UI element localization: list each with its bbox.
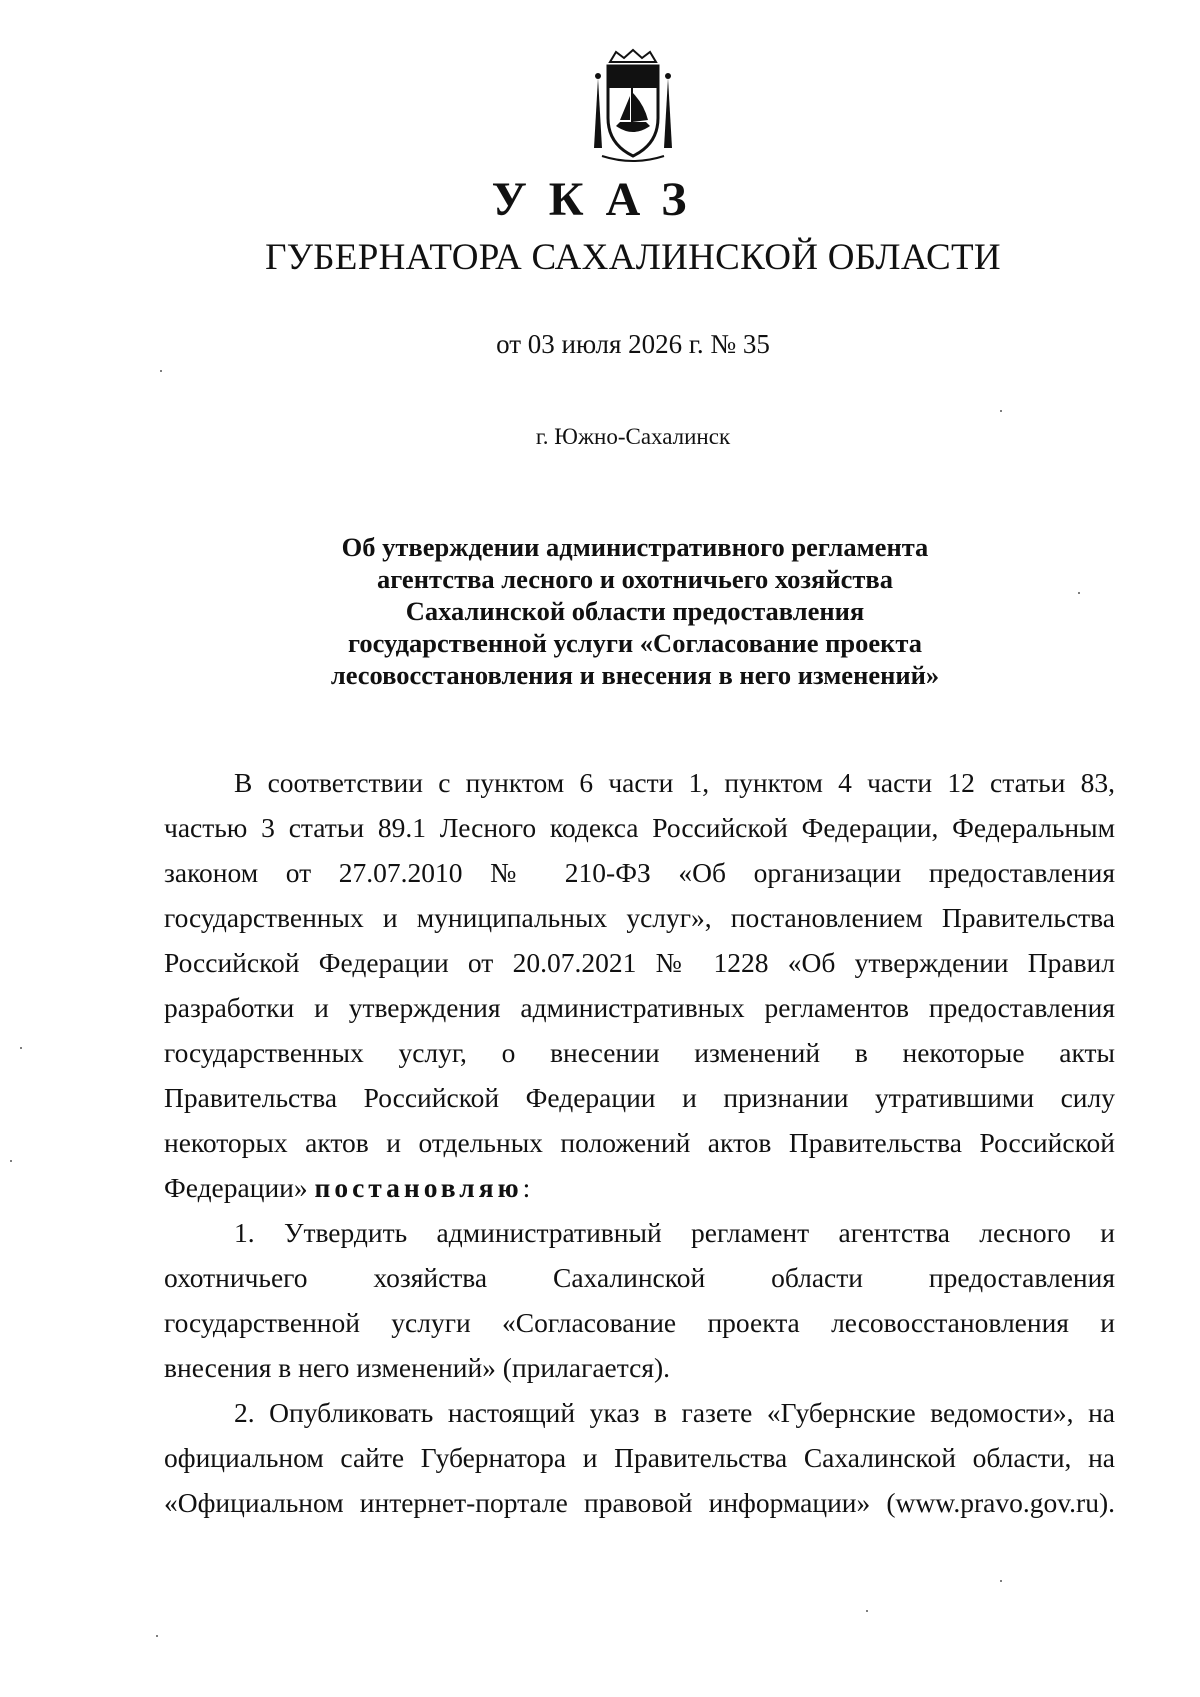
- preamble-line: некоторых актов и отдельных положений актов Правительства Российской: [164, 1127, 1115, 1158]
- scan-speck: [866, 1610, 868, 1612]
- item2-line: официальном сайте Губернатора и Правительства Сахалинской области, на: [164, 1442, 1115, 1473]
- heading-line: Сахалинской области предоставления: [405, 596, 865, 626]
- heading-line: Об утверждении административного регламента: [341, 532, 929, 562]
- preamble-line: государственных и муниципальных услуг», постановлением Правительства: [164, 902, 1115, 933]
- heading-line: лесовосстановления и внесения в него изменений»: [330, 660, 940, 690]
- scan-speck: [1000, 1580, 1002, 1582]
- heading-line: государственной услуги «Согласование проекта: [348, 628, 922, 658]
- preamble-line: Правительства Российской Федерации и признании утратившими силу: [164, 1082, 1115, 1113]
- preamble-line-end: :: [522, 1172, 531, 1203]
- decree-word: постановляю: [314, 1172, 523, 1203]
- scan-speck: [156, 1635, 158, 1637]
- item2-line: 2. Опубликовать настоящий указ в газете «Губернские ведомости», на: [234, 1397, 1115, 1428]
- preamble-line: частью 3 статьи 89.1 Лесного кодекса Российской Федерации, Федеральным: [164, 812, 1115, 843]
- preamble-last-line: [164, 1165, 1115, 1210]
- item1-line: 1. Утвердить административный регламент агентства лесного и: [234, 1217, 1115, 1248]
- scan-speck: [1000, 410, 1002, 412]
- preamble-line: законом от 27.07.2010 № 210-ФЗ «Об организации предоставления: [164, 857, 1115, 888]
- item1-line: государственной услуги «Согласование проекта лесовосстановления и: [164, 1307, 1115, 1338]
- scan-speck: [160, 370, 162, 372]
- sakhalin-coat-of-arms-icon: [588, 48, 678, 168]
- decree-city: г. Южно-Сахалинск: [535, 424, 731, 449]
- decree-body: [164, 760, 1115, 1525]
- scan-speck: [20, 1047, 22, 1049]
- decree-date-number: от 03 июля 2026 г. № 35: [496, 329, 770, 359]
- scan-speck: [1078, 592, 1080, 594]
- item1-line: внесения в него изменений» (прилагается).: [164, 1352, 670, 1383]
- item1-line: охотничьего хозяйства Сахалинской области предоставления: [164, 1262, 1115, 1293]
- preamble-line: В соответствии с пунктом 6 части 1, пунктом 4 части 12 статьи 83,: [234, 767, 1115, 798]
- scan-speck: [10, 1160, 12, 1162]
- item2-line: «Официальном интернет-портале правовой информации» (www.pravo.gov.ru).: [164, 1487, 1115, 1518]
- preamble-line: государственных услуг, о внесении изменений в некоторые акты: [164, 1037, 1115, 1068]
- preamble-line-start: Федерации»: [164, 1172, 315, 1203]
- heading-line: агентства лесного и охотничьего хозяйства: [377, 564, 893, 594]
- issuer-title: ГУБЕРНАТОРА САХАЛИНСКОЙ ОБЛАСТИ: [265, 237, 1001, 278]
- preamble-line: разработки и утверждения административных регламентов предоставления: [164, 992, 1115, 1023]
- decree-heading: [260, 531, 1010, 691]
- document-title: УКАЗ: [491, 173, 709, 226]
- preamble-line: Российской Федерации от 20.07.2021 № 1228 «Об утверждении Правил: [164, 947, 1115, 978]
